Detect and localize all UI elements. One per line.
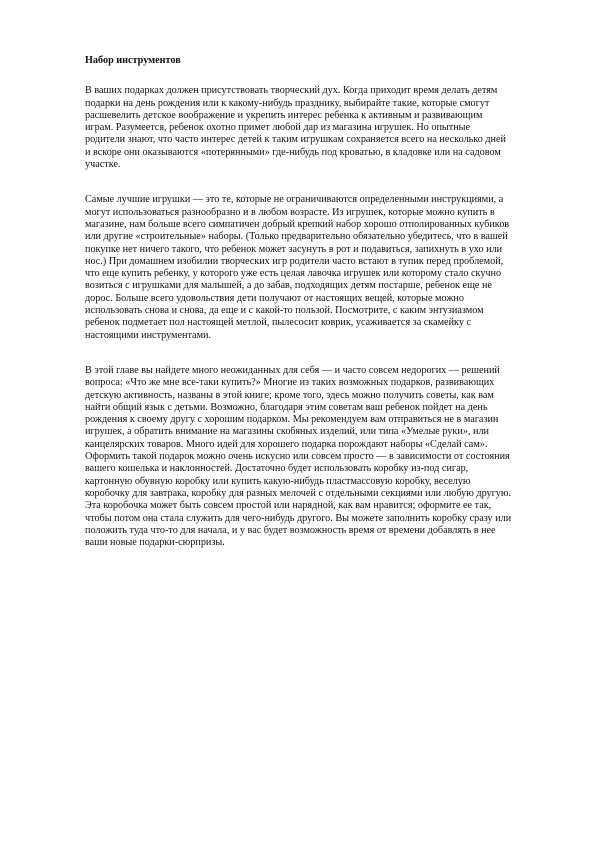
paragraph-1: В ваших подарках должен присутствовать творческий дух. Когда приходит время делать детям подарки на день рождения или к какому-нибудь празднику, выбирайте такие, которые смогут расшевелить детское воображение и укрепить интерес ребенка к активным и развивающим играм. Разумеется, ребенок охотно примет любой дар из магазина игрушек. Но опытные родители знают, что часто интерес детей к таким игрушкам сохраняется всего на несколько дней и вскоре они оказываются «потерянными» где-нибудь под кроватью, в кладовке или на садовом участке. bbox=[85, 85, 506, 171]
document-body bbox=[85, 55, 512, 572]
paragraph-3: В этой главе вы найдете много неожиданных для себя — и часто совсем недорогих — решений вопроса: «Что же мне все-таки купить?» Многие из таких возможных подарков, развивающих детскую активность, названы в этой книге; кроме того, здесь можно получить советы, как вам найти общий язык с детьми. Возможно, благодаря этим советам ваш ребенок пойдет на день рождения к своему другу с хорошим подарком. Мы рекомендуем вам отправиться не в магазин игрушек, а обратить внимание на магазины скобяных изделий, или типа «Умелые руки», или канцелярских товаров. Много идей для хорошего подарка порождают наборы «Сделай сам». Оформить такой подарок можно очень искусно или совсем просто — в зависимости от состояния вашего кошелька и наклонностей. Достаточно будет использовать коробку из-под сигар, картонную обувную коробку или купить какую-нибудь пластмассовую коробку, веселую коробочку для завтрака, коробку для разных мелочей с отдельными секциями или любую другую. Эта коробочка может быть совсем простой или нарядной, как вам нравится; оформите ее так, чтобы потом она стала служить для чего-нибудь другого. Вы можете заполнить коробку сразу или положить туда что-то для начала, и у вас будет возможность время от времени добавлять в нее ваши новые подарки-сюрпризы. bbox=[85, 364, 512, 549]
document-title: Набор инструментов bbox=[85, 55, 181, 66]
paragraph-2: Самые лучшие игрушки — это те, которые не ограничиваются определенными инструкциями, а могут использоваться разнообразно и в любом возрасте. Из игрушек, которые можно купить в магазине, нам больше всего симпатичен добрый крепкий набор хорошо отполированных кубиков или другие «строительные» наборы. (Только предварительно обязательно убедитесь, что в вашей покупке нет ничего такого, что ребенок может засунуть в рот и подавиться, запихнуть в ухо или нос.) При домашнем изобилии творческих игр родители часто встают в тупик перед проблемой, что еще купить ребенку, у которого уже есть целая лавочка игрушек или которому стало скучно возиться с игрушками для малышей, а до забав, подходящих детям постарше, ребенок еще не дорос. Больше всего удовольствия дети получают от настоящих вещей, которые можно использовать снова и снова, да еще и с какой-то пользой. Посмотрите, с каким энтузиазмом ребенок подметает пол настоящей метлой, пылесосит коврик, усаживается за скамейку с настоящими инструментами. bbox=[85, 194, 510, 341]
